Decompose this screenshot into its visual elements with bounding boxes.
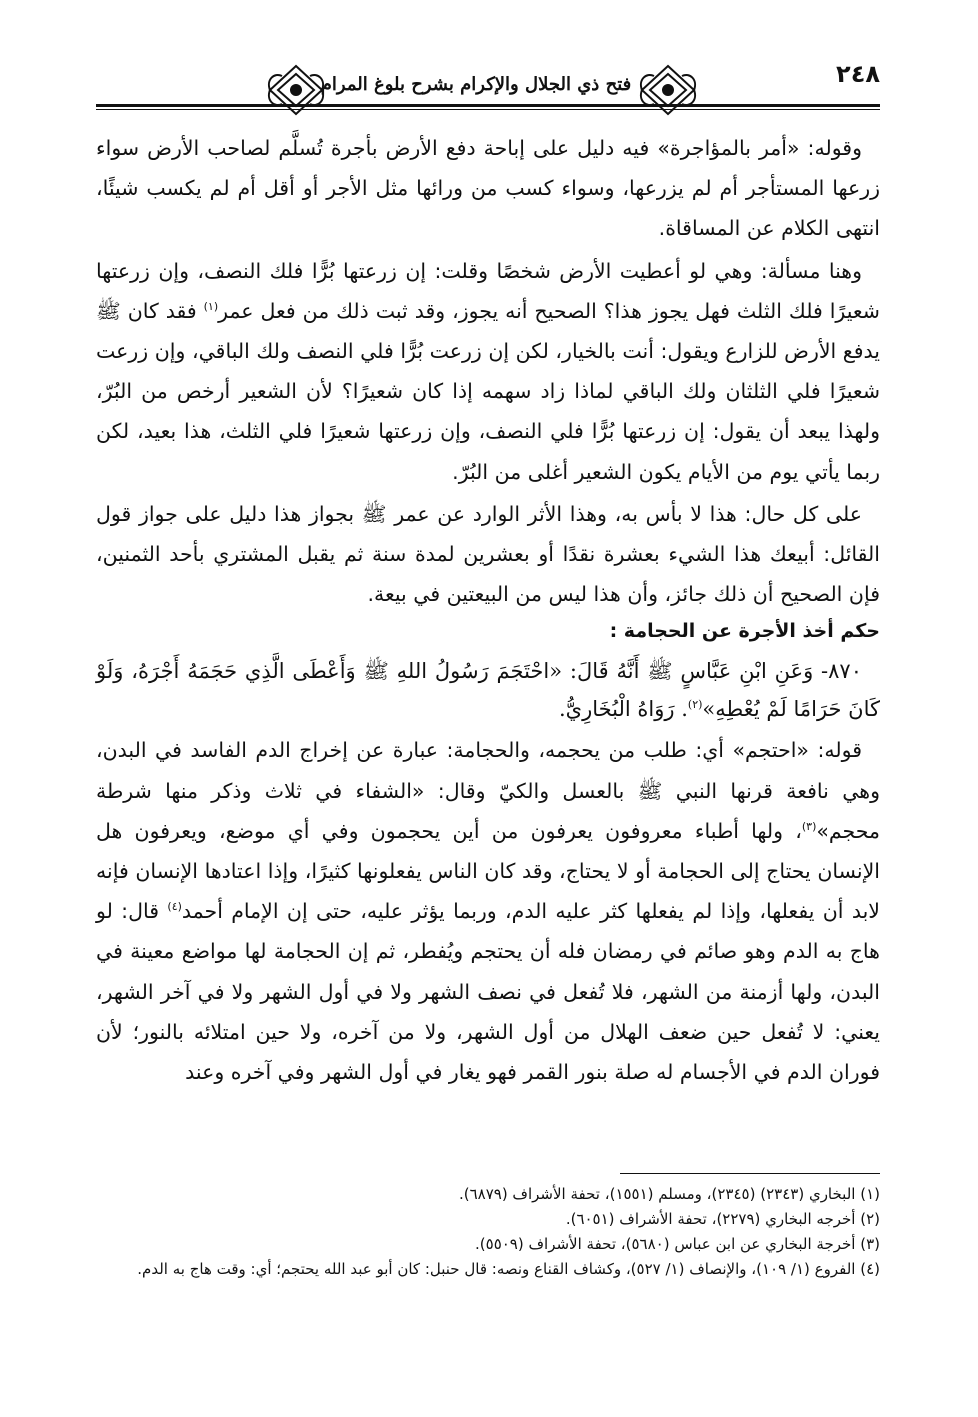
footnote-ref-2: (٢) [687, 698, 703, 712]
footnote-rule [620, 1173, 880, 1174]
hadith-text [96, 652, 880, 728]
paragraph-2-text: وهنا مسألة: وهي لو أعطيت الأرض شخصًا وقلت: إن زرعتها بُرًّا فلك النصف، وإن زرعتها شعيرًا فلك الثلث فهل يجوز هذا؟ الصحيح أنه يجوز، وقد ثبت ذلك من فعل عمر [96, 258, 880, 323]
main-text [96, 128, 880, 1094]
footnote-ref-1: (١) [203, 299, 219, 313]
page-number: ٢٤٨ [836, 60, 880, 88]
footnotes [96, 1182, 880, 1282]
paragraph-4-text: قوله: «احتجم» أي: طلب من يحجمه، والحجامة: عبارة عن إخراج الدم الفاسد في البدن، وهي نافعة قرنها النبي ﷺ بالعسل والكيّ وقال: «الشفاء في ثلاث وذكر منها شرطة محجم» [96, 738, 880, 843]
section-heading: حكم أخذ الأجرة عن الحجامة : [609, 620, 880, 643]
footnote-2: (٢) أخرجه البخاري (٢٢٧٩)، تحفة الأشراف (٦٠٥١). [565, 1210, 880, 1228]
paragraph-3: على كل حال: هذا لا بأس به، وهذا الأثر الوارد عن عمر ﷺ بجواز هذا دليل على جواز قول القائل: أبيعك هذا الشيء بعشرة نقدًا أو بعشرين لمدة سنة ثم يقبل المشتري بأحد الثمنين، فإن الصحيح أن ذلك جائز، وأن هذا ليس من البيعتين في بيعة. [96, 501, 880, 607]
header-rule-thin [96, 109, 880, 110]
hadith-source: . رَوَاهُ الْبُخَارِيُّ. [558, 697, 688, 722]
paragraph-4-end: قال: لو هاج به الدم وهو صائم في رمضان فله أن يحتجم ويُفطر، ثم إن الحجامة لها مواضع معينة في البدن، ولها أزمنة من الشهر، فلا تُفعل في نصف الشهر ولا في أول الشهر ولا في آخر الشهر، يعني: لا تُفعل حين ضعف الهلال من أول الشهر، ولا من آخره، ولا حين امتلائه بالنور؛ لأن فوران الدم في الأجسام له صلة بنور القمر فهو يغار في أول الشهر وفي آخره وعند [96, 899, 880, 1085]
paragraph-2 [96, 251, 880, 492]
footnote-3: (٣) أخرجة البخاري عن ابن عباس (٥٦٨٠)، تحفة الأشراف (٥٥٠٩). [475, 1235, 880, 1253]
paragraph-1: وقوله: «أمر بالمؤاجرة» فيه دليل على إباحة دفع الأرض بأجرة تُسلَّم لصاحب الأرض سواء زرعها المستأجر أم لم يزرعها، وسواء كسب من ورائها مثل الأجر أو أقل أم لم يكسب شيئًا، انتهى الكلام عن المساقاة. [96, 136, 880, 241]
page-header [96, 60, 880, 120]
running-title: فتح ذي الجلال والإكرام بشرح بلوغ المرام [320, 74, 632, 95]
header-rule [96, 104, 880, 107]
paragraph-4-cont: ، ولها أطباء معروفون يعرفون من أين يحجمون وفي أي موضع، ويعرفون هل الإنسان يحتاج إلى الحجامة أو لا يحتاج، وقد كان الناس يفعلونها كثيرًا، وإذا اعتادها الإنسان فإنه لابد أن يفعلها، وإذا لم يفعلها كثر عليه الدم، وربما يؤثر عليه، حتى إن الإمام أحمد [96, 818, 880, 924]
hadith-body: ٨٧٠- وَعَنِ ابْنِ عَبَّاسٍ ﷺ أَنَّهُ قَالَ: «احْتَجَمَ رَسُولُ اللهِ ﷺ وَأَعْطَى الَّذِي حَجَمَهُ أَجْرَهُ، وَلَوْ كَانَ حَرَامًا لَمْ يُعْطِهِ» [96, 659, 880, 722]
paragraph-4 [96, 730, 880, 1092]
footnote-ref-4: (٤) [167, 900, 182, 914]
paragraph-2-cont: فقد كان ﷺ يدفع الأرض للزارع ويقول: أنت بالخيار، لكن إن زرعت بُرًّا فلي النصف ولك الباقي، وإن زرعت شعيرًا فلي الثلثان ولك الباقي لماذا زاد سهمه إذا كان شعيرًا؟ لأن الشعير أرخص من البُرّ، ولهذا يبعد أن يقول: إن زرعتها بُرًّا فلي النصف، وإن زرعتها شعيرًا فلي الثلث، هذا بعيد، لكن ربما يأتي يوم من الأيام يكون الشعير أغلى من البُرّ. [96, 298, 880, 484]
footnote-4: (٤) الفروع (١/ ١٠٩)، والإنصاف (١/ ٥٢٧)، وكشاف القناع ونصه: قال حنبل: كان أبو عبد الله يحتجم؛ أي: وقت هاج به الدم. [137, 1260, 880, 1278]
footnote-1: (١) البخاري (٢٣٤٣) (٢٣٤٥)، ومسلم (١٥٥١)، تحفة الأشراف (٦٨٧٩). [458, 1185, 880, 1203]
footnote-ref-3: (٣) [801, 820, 817, 834]
